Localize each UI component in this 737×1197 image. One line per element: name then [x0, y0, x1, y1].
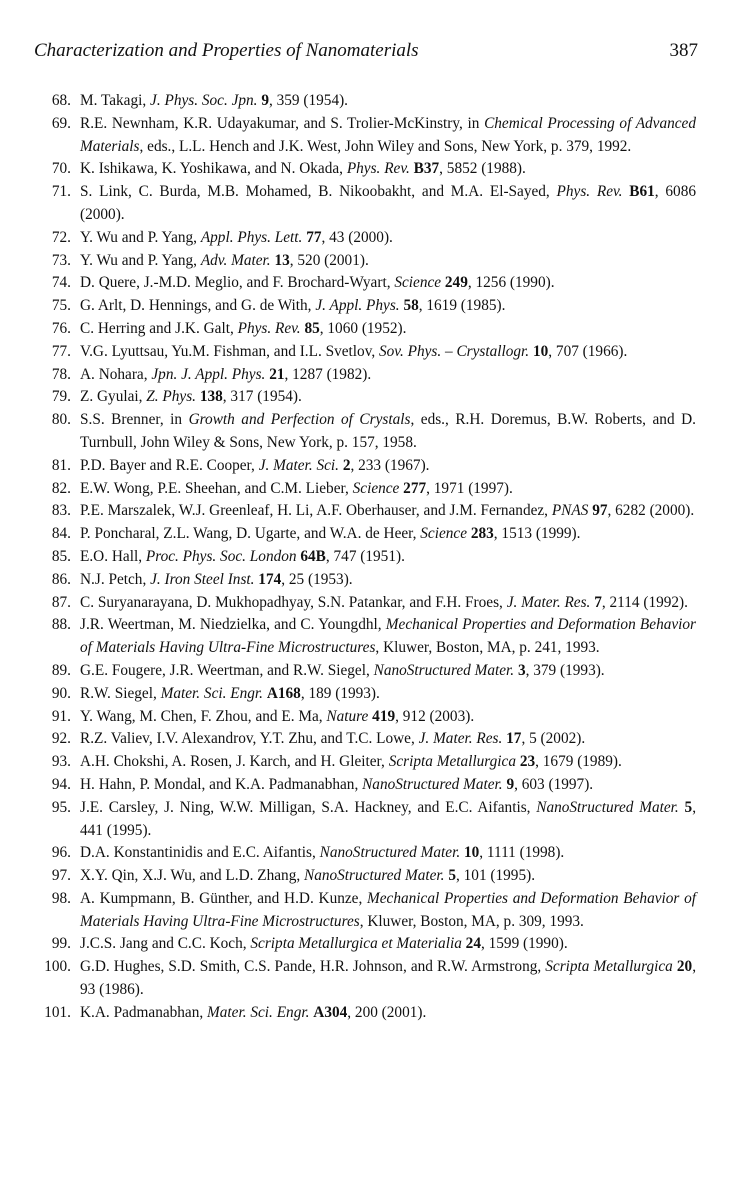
reference-segment: S.S. Brenner, in [80, 411, 189, 429]
reference-item [40, 842, 696, 865]
reference-source: J. Phys. Soc. Jpn. [150, 92, 258, 109]
reference-text [80, 751, 696, 774]
reference-source: NanoStructured Mater. [304, 867, 445, 885]
reference-segment: , 25 (1953). [281, 570, 353, 588]
reference-volume: 7 [594, 593, 602, 611]
reference-item [40, 1002, 696, 1025]
reference-segment: , 200 (2001). [347, 1003, 427, 1021]
reference-source: Phys. Rev. [556, 183, 623, 201]
reference-volume: 283 [470, 525, 494, 543]
reference-source: Proc. Phys. Soc. London [145, 547, 297, 565]
reference-source: Growth and Perfection of Crystals [188, 411, 411, 429]
reference-number: 76. [51, 319, 71, 337]
reference-volume: 9 [506, 775, 515, 793]
reference-segment: A. Kumpmann, B. Günther, and H.D. Kunze, [80, 889, 368, 907]
reference-volume: 249 [444, 274, 468, 292]
reference-text [80, 113, 696, 159]
reference-text [80, 478, 696, 501]
reference-segment: G.D. Hughes, S.D. Smith, C.S. Pande, H.R. Johnson, and R.W. Armstrong, [80, 958, 546, 976]
reference-volume: 97 [592, 502, 608, 520]
reference-segment: P. Poncharal, Z.L. Wang, D. Ugarte, and W.A. de Heer, [80, 525, 421, 543]
reference-volume: 174 [258, 570, 282, 588]
reference-text [80, 933, 696, 956]
reference-item [40, 592, 696, 615]
reference-segment: , 603 (1997). [514, 775, 594, 793]
reference-segment: N.J. Petch, [80, 570, 151, 588]
reference-segment: , 101 (1995). [456, 867, 536, 885]
reference-item [40, 409, 696, 455]
reference-item [40, 227, 696, 250]
reference-volume: 77 [306, 228, 322, 246]
reference-segment: A. Nohara, [80, 365, 152, 383]
reference-source: Science [394, 274, 442, 292]
reference-volume: 3 [517, 661, 526, 679]
reference-segment: , 317 (1954). [222, 388, 302, 406]
reference-source: Mechanical Properties and Deformation Behavior of Materials Having Ultra-Fine Microstructures [80, 889, 696, 930]
reference-source: Science [352, 479, 400, 497]
reference-segment: , 1513 (1999). [493, 525, 581, 543]
reference-segment: , 189 (1993). [300, 684, 380, 702]
reference-number: 101. [44, 1003, 71, 1021]
reference-volume: 24 [465, 935, 481, 953]
reference-text [80, 409, 696, 455]
reference-source: Z. Phys. [146, 388, 196, 406]
reference-segment: G. Arlt, D. Hennings, and G. de With, [80, 297, 316, 315]
reference-number: 95. [51, 798, 71, 816]
running-title: Characterization and Properties of Nanomaterials [34, 40, 419, 61]
reference-volume: 138 [199, 388, 223, 406]
reference-source: Science [420, 525, 467, 543]
reference-source: NanoStructured Mater. [319, 844, 461, 862]
reference-number: 80. [51, 411, 71, 429]
reference-text [80, 842, 696, 865]
reference-item [40, 569, 696, 592]
reference-number: 89. [51, 661, 71, 679]
reference-segment: R.W. Siegel, [80, 684, 161, 702]
reference-number: 81. [51, 456, 71, 474]
reference-number: 68. [51, 92, 71, 109]
reference-segment: E.W. Wong, P.E. Sheehan, and C.M. Lieber, [80, 479, 353, 497]
reference-volume: 23 [519, 753, 536, 771]
reference-segment: J.C.S. Jang and C.C. Koch, [80, 935, 251, 953]
reference-volume: 9 [261, 92, 269, 109]
reference-volume: B61 [629, 183, 655, 201]
reference-number: 94. [51, 775, 71, 793]
reference-segment: , 1060 (1952). [319, 319, 407, 337]
reference-item [40, 660, 696, 683]
reference-segment: , 5852 (1988). [439, 160, 526, 178]
reference-segment: , Kluwer, Boston, MA, p. 241, 1993. [375, 639, 600, 657]
reference-number: 99. [51, 935, 71, 953]
reference-segment: , 1599 (1990). [480, 935, 568, 953]
reference-number: 69. [51, 114, 71, 132]
reference-segment: G.E. Fougere, J.R. Weertman, and R.W. Siegel, [80, 661, 374, 679]
reference-item [40, 523, 696, 546]
reference-number: 91. [51, 707, 71, 725]
running-header [34, 40, 698, 62]
reference-segment: , 43 (2000). [321, 228, 393, 246]
reference-segment: J.E. Carsley, J. Ning, W.W. Milligan, S.A. Hackney, and E.C. Aifantis, [80, 798, 537, 816]
reference-text [80, 660, 696, 683]
reference-source: NanoStructured Mater. [373, 661, 515, 679]
reference-segment: , 1619 (1985). [418, 297, 506, 315]
reference-item [40, 113, 696, 159]
reference-segment: , Kluwer, Boston, MA, p. 309, 1993. [359, 912, 584, 930]
reference-segment: , 6282 (2000). [607, 502, 695, 520]
reference-text [80, 318, 696, 341]
reference-segment: P.E. Marszalek, W.J. Greenleaf, H. Li, A.F. Oberhauser, and J.M. Fernandez, [80, 502, 552, 520]
reference-item [40, 706, 696, 729]
reference-item [40, 386, 696, 409]
reference-item [40, 500, 696, 523]
reference-text [80, 250, 696, 273]
reference-volume: 21 [269, 365, 285, 383]
reference-number: 88. [51, 616, 71, 634]
reference-number: 74. [51, 274, 71, 292]
reference-segment: M. Takagi, [80, 92, 151, 109]
reference-segment: A.H. Chokshi, A. Rosen, J. Karch, and H. Gleiter, [80, 753, 389, 771]
reference-text [80, 774, 696, 797]
reference-volume: 20 [676, 958, 693, 976]
reference-segment: D.A. Konstantinidis and E.C. Aifantis, [80, 844, 320, 862]
reference-text [80, 500, 696, 523]
reference-number: 71. [51, 183, 71, 201]
reference-text [80, 181, 696, 227]
reference-text [80, 706, 696, 729]
reference-volume: 10 [532, 342, 549, 360]
reference-text [80, 90, 696, 113]
reference-text [80, 295, 696, 318]
reference-text [80, 523, 696, 546]
reference-item [40, 546, 696, 569]
reference-segment: , 707 (1966). [548, 342, 628, 360]
reference-source: Jpn. J. Appl. Phys. [151, 365, 266, 383]
reference-source: Sov. Phys. – Crystallogr. [379, 342, 530, 360]
reference-source: Chemical Processing of Advanced Materials [80, 114, 696, 155]
reference-volume: 277 [403, 479, 427, 497]
reference-text [80, 386, 696, 409]
reference-number: 72. [51, 228, 71, 246]
reference-list [40, 90, 696, 1025]
reference-segment: S. Link, C. Burda, M.B. Mohamed, B. Nikoobakht, and M.A. El-Sayed, [80, 183, 557, 201]
reference-number: 93. [51, 753, 71, 771]
reference-text [80, 158, 696, 181]
reference-segment: J.R. Weertman, M. Niedzielka, and C. Youngdhl, [80, 616, 386, 634]
reference-text [80, 865, 696, 888]
reference-segment: , 233 (1967). [350, 456, 430, 474]
reference-number: 100. [44, 958, 71, 976]
reference-text [80, 546, 696, 569]
reference-text [80, 455, 696, 478]
reference-source: PNAS [551, 502, 589, 520]
reference-text [80, 227, 696, 250]
reference-item [40, 751, 696, 774]
reference-source: NanoStructured Mater. [536, 798, 679, 816]
reference-volume: 64B [300, 547, 326, 565]
reference-number: 77. [51, 342, 71, 360]
reference-text [80, 272, 696, 295]
reference-item [40, 158, 696, 181]
reference-text [80, 614, 696, 660]
reference-item [40, 341, 696, 364]
reference-item [40, 865, 696, 888]
reference-text [80, 683, 696, 706]
reference-item [40, 272, 696, 295]
reference-source: J. Mater. Res. [418, 730, 503, 748]
reference-volume: 13 [274, 251, 290, 269]
reference-volume: 58 [403, 297, 419, 315]
reference-segment: , 912 (2003). [395, 707, 475, 725]
reference-text [80, 1002, 696, 1025]
reference-text [80, 341, 696, 364]
reference-item [40, 318, 696, 341]
reference-item [40, 455, 696, 478]
reference-source: J. Iron Steel Inst. [150, 570, 255, 588]
reference-number: 98. [51, 889, 71, 907]
reference-number: 83. [51, 502, 71, 520]
reference-segment: Y. Wang, M. Chen, F. Zhou, and E. Ma, [80, 707, 327, 725]
reference-text [80, 888, 696, 934]
reference-segment: , 1287 (1982). [284, 365, 372, 383]
reference-volume: 5 [448, 867, 456, 885]
reference-source: Mater. Sci. Engr. [207, 1003, 310, 1021]
reference-item [40, 728, 696, 751]
reference-item [40, 90, 696, 113]
reference-item [40, 250, 696, 273]
reference-volume: 17 [506, 730, 522, 748]
reference-segment: K. Ishikawa, K. Yoshikawa, and N. Okada, [80, 160, 347, 178]
page-number: 387 [669, 40, 698, 61]
reference-segment: R.E. Newnham, K.R. Udayakumar, and S. Trolier-McKinstry, in [80, 114, 485, 132]
reference-segment: , 359 (1954). [268, 92, 349, 109]
reference-text [80, 364, 696, 387]
reference-segment: X.Y. Qin, X.J. Wu, and L.D. Zhang, [80, 867, 305, 885]
reference-segment: , 1679 (1989). [535, 753, 622, 771]
reference-segment: E.O. Hall, [80, 547, 146, 565]
reference-source: Phys. Rev. [237, 319, 301, 337]
reference-segment: P.D. Bayer and R.E. Cooper, [80, 456, 259, 474]
reference-segment: Y. Wu and P. Yang, [80, 251, 201, 269]
reference-segment: , 1111 (1998). [479, 844, 565, 862]
reference-item [40, 797, 696, 843]
reference-item [40, 956, 696, 1002]
reference-source: J. Mater. Res. [506, 593, 591, 611]
reference-volume: 10 [463, 844, 480, 862]
reference-number: 87. [51, 593, 71, 611]
reference-segment: , 5 (2002). [521, 730, 586, 748]
reference-segment: , 93 (1986). [80, 958, 697, 999]
reference-volume: 2 [342, 456, 351, 474]
reference-item [40, 933, 696, 956]
reference-item [40, 478, 696, 501]
reference-segment: Y. Wu and P. Yang, [80, 228, 201, 246]
reference-volume: A168 [266, 684, 301, 702]
reference-volume: A304 [313, 1003, 348, 1021]
reference-volume: 419 [372, 707, 396, 725]
reference-source: Adv. Mater. [200, 251, 271, 269]
reference-segment: C. Suryanarayana, D. Mukhopadhyay, S.N. Patankar, and F.H. Froes, [80, 593, 507, 611]
reference-segment: V.G. Lyuttsau, Yu.M. Fishman, and I.L. Svetlov, [80, 342, 379, 360]
reference-source: Appl. Phys. Lett. [200, 228, 303, 246]
reference-source: J. Mater. Sci. [258, 456, 339, 474]
reference-source: Scripta Metallurgica et Materialia [250, 935, 462, 953]
reference-item [40, 295, 696, 318]
reference-text [80, 592, 696, 615]
reference-source: Mater. Sci. Engr. [160, 684, 263, 702]
reference-number: 82. [51, 479, 71, 497]
reference-segment: C. Herring and J.K. Galt, [80, 319, 238, 337]
reference-number: 70. [51, 160, 71, 178]
reference-segment: , 1971 (1997). [426, 479, 513, 497]
reference-item [40, 614, 696, 660]
reference-number: 85. [51, 547, 71, 565]
reference-text [80, 728, 696, 751]
reference-segment: , 747 (1951). [325, 547, 405, 565]
reference-volume: 85 [304, 319, 320, 337]
reference-source: Phys. Rev. [346, 160, 410, 178]
reference-source: Mechanical Properties and Deformation Behavior of Materials Having Ultra-Fine Microstructures [80, 616, 697, 657]
reference-source: Nature [326, 707, 369, 725]
reference-segment: , 2114 (1992). [601, 593, 688, 611]
reference-source: J. Appl. Phys. [315, 297, 400, 315]
reference-number: 73. [51, 251, 71, 269]
reference-item [40, 683, 696, 706]
reference-number: 84. [51, 525, 71, 543]
reference-number: 90. [51, 684, 71, 702]
reference-source: Scripta Metallurgica [388, 753, 516, 771]
reference-segment: H. Hahn, P. Mondal, and K.A. Padmanabhan, [80, 775, 363, 793]
reference-text [80, 797, 696, 843]
reference-text [80, 956, 696, 1002]
reference-number: 86. [51, 570, 71, 588]
reference-text [80, 569, 696, 592]
reference-item [40, 774, 696, 797]
reference-segment: , 379 (1993). [525, 661, 605, 679]
reference-segment: , 6086 (2000). [80, 183, 696, 223]
reference-number: 78. [51, 365, 71, 383]
reference-number: 97. [51, 867, 71, 885]
reference-segment: , 520 (2001). [289, 251, 369, 269]
reference-item [40, 181, 696, 227]
reference-source: NanoStructured Mater. [362, 775, 503, 793]
reference-number: 79. [51, 388, 71, 406]
reference-segment: Z. Gyulai, [80, 388, 147, 406]
reference-segment: , eds., L.L. Hench and J.K. West, John Wiley and Sons, New York, p. 379, 1992. [139, 137, 632, 155]
reference-segment: , 1256 (1990). [467, 274, 555, 292]
reference-segment: K.A. Padmanabhan, [80, 1003, 208, 1021]
reference-number: 75. [51, 297, 71, 315]
reference-item [40, 364, 696, 387]
reference-source: Scripta Metallurgica [545, 958, 673, 976]
reference-volume: 5 [684, 798, 693, 816]
reference-volume: B37 [413, 160, 440, 178]
reference-number: 92. [51, 730, 71, 748]
reference-number: 96. [51, 844, 71, 862]
reference-item [40, 888, 696, 934]
reference-segment: , eds., R.H. Doremus, B.W. Roberts, and D. Turnbull, John Wiley & Sons, New York, p. 157, 1958. [80, 411, 696, 451]
reference-segment: R.Z. Valiev, I.V. Alexandrov, Y.T. Zhu, and T.C. Lowe, [80, 730, 419, 748]
reference-segment: , 441 (1995). [80, 798, 697, 839]
reference-segment: D. Quere, J.-M.D. Meglio, and F. Brochard-Wyart, [80, 274, 395, 292]
